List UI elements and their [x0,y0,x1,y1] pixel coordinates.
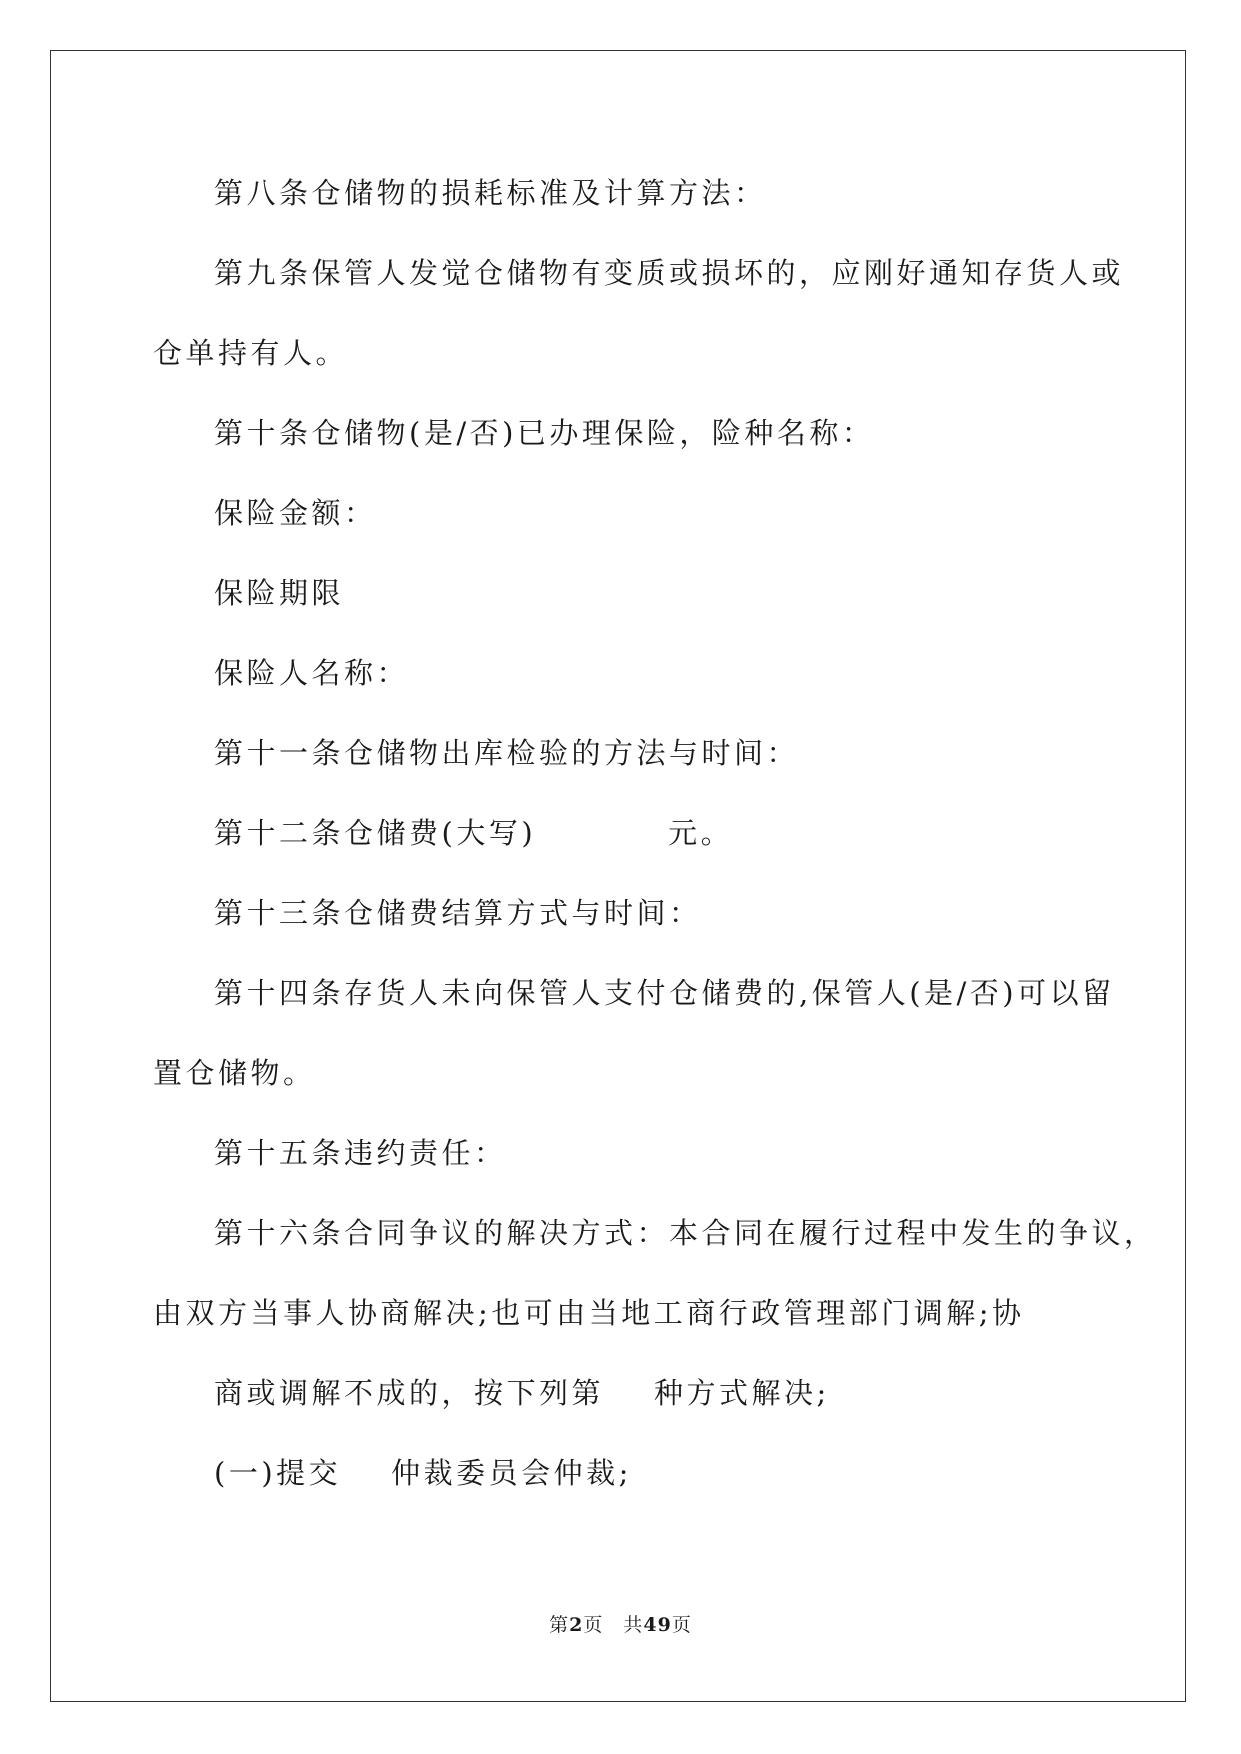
paragraph-article-16: 第十六条合同争议的解决方式：本合同在履行过程中发生的争议， [214,1216,1157,1250]
article-12-unit: 元。 [668,816,734,850]
footer-page-prefix: 第 [549,1614,570,1636]
resolution-suffix: 种方式解决; [654,1376,830,1410]
paragraph-arbitration [214,1453,632,1493]
footer-page-suffix: 页 [583,1614,604,1636]
paragraph-insurer-name: 保险人名称： [214,656,410,690]
resolution-prefix: 商或调解不成的，按下列第 [214,1376,605,1410]
paragraph-article-11: 第十一条仓储物出库检验的方法与时间： [214,736,800,770]
footer-page-number: 2 [569,1614,584,1636]
paragraph-article-10: 第十条仓储物(是/否)已办理保险，险种名称： [214,416,875,450]
arbitration-prefix: (一)提交 [214,1456,342,1490]
paragraph-article-15: 第十五条违约责任： [214,1136,507,1170]
paragraph-article-16-cont: 由双方当事人协商解决;也可由当地工商行政管理部门调解;协 [153,1296,1025,1330]
paragraph-article-12 [214,813,733,853]
paragraph-insurance-period: 保险期限 [214,576,345,610]
paragraph-resolution-method [214,1373,830,1413]
footer-total-suffix: 页 [671,1614,692,1636]
footer-total-pages: 49 [643,1614,672,1636]
article-12-label: 第十二条仓储费(大写) [214,816,537,850]
arbitration-suffix: 仲裁委员会仲裁; [391,1456,632,1490]
paragraph-article-9: 第九条保管人发觉仓储物有变质或损坏的，应刚好通知存货人或 [214,256,1125,290]
paragraph-insurance-amount: 保险金额： [214,496,377,530]
page-footer [0,1612,1241,1638]
paragraph-article-14: 第十四条存货人未向保管人支付仓储费的,保管人(是/否)可以留 [214,976,1115,1010]
footer-total-prefix: 共 [623,1614,644,1636]
paragraph-article-9-cont: 仓单持有人。 [153,336,349,370]
paragraph-article-13: 第十三条仓储费结算方式与时间： [214,896,702,930]
paragraph-article-14-cont: 置仓储物。 [153,1056,316,1090]
paragraph-article-8: 第八条仓储物的损耗标准及计算方法： [214,176,767,210]
